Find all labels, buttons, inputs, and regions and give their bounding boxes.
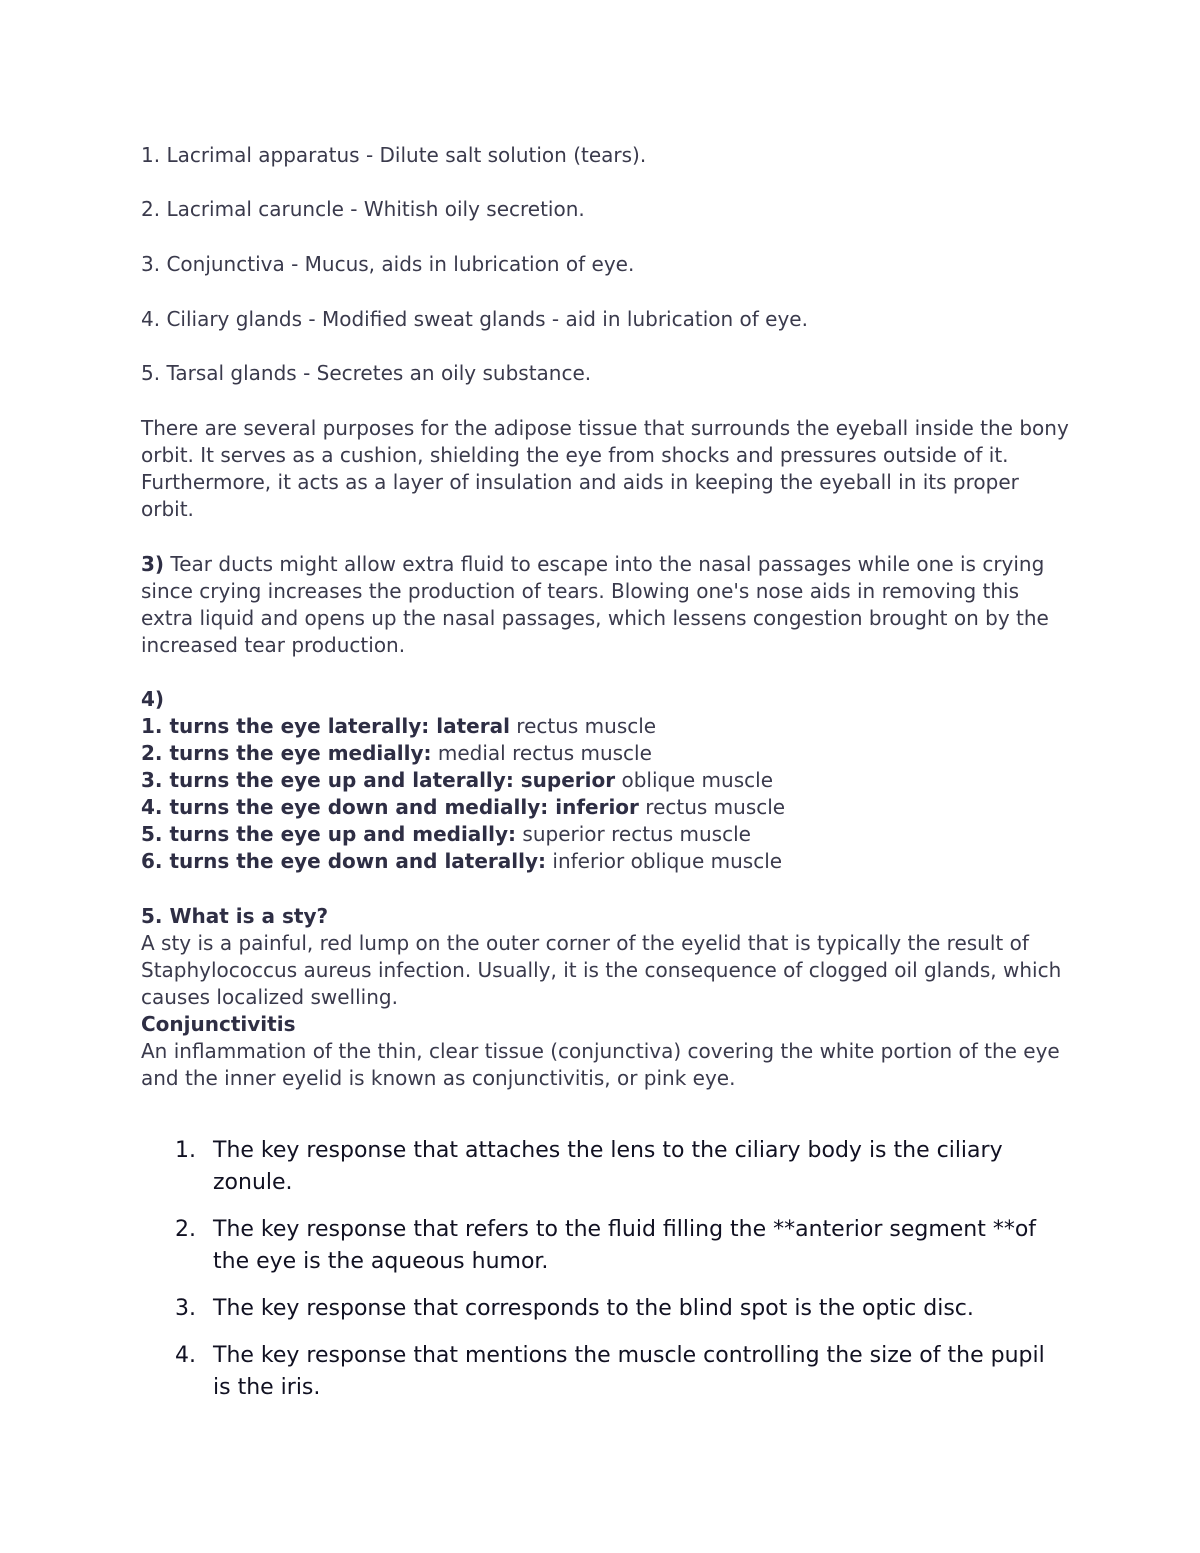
gland-item: 5. Tarsal glands - Secretes an oily substance. — [141, 361, 592, 385]
list-item: 4. The key response that mentions the muscle controlling the size of the pupil is the iris. — [175, 1343, 1045, 1400]
muscle-item: 2. turns the eye medially: medial rectus muscle — [141, 741, 652, 765]
gland-item: 2. Lacrimal caruncle - Whitish oily secretion. — [141, 197, 585, 221]
conjunctivitis-heading: Conjunctivitis — [141, 1012, 296, 1036]
muscle-item: 6. turns the eye down and laterally: inferior oblique muscle — [141, 849, 783, 873]
list-item: 1. The key response that attaches the lens to the ciliary body is the ciliary zonule. — [175, 1138, 1003, 1195]
gland-item: 4. Ciliary glands - Modified sweat glands - aid in lubrication of eye. — [141, 307, 808, 331]
muscle-item: 1. turns the eye laterally: lateral rectus muscle — [141, 714, 657, 738]
sty-heading: 5. What is a sty? — [141, 904, 329, 928]
muscle-item: 5. turns the eye up and medially: superior rectus muscle — [141, 822, 751, 846]
list-item: 2. The key response that refers to the fluid filling the **anterior segment **of the eye is the aqueous humor. — [175, 1217, 1037, 1274]
sty-paragraph: A sty is a painful, red lump on the outer corner of the eyelid that is typically the result of Staphylococcus aureus infection. Usually, it is the consequence of clogged oil glands, which causes localized swelling. — [141, 931, 1062, 1009]
section-3-text: Tear ducts might allow extra fluid to escape into the nasal passages while one is crying since crying increases the production of tears. Blowing one's nose aids in removing this extra liquid and opens up the nasal passages, which lessens congestion brought on by the increased tear production. — [141, 552, 1049, 657]
conjunctivitis-paragraph: An inflammation of the thin, clear tissue (conjunctiva) covering the white portion of the eye and the inner eyelid is known as conjunctivitis, or pink eye. — [141, 1039, 1060, 1090]
gland-item: 1. Lacrimal apparatus - Dilute salt solution (tears). — [141, 143, 647, 167]
list-item: 3. The key response that corresponds to the blind spot is the optic disc. — [175, 1296, 974, 1321]
muscle-item: 4. turns the eye down and medially: inferior rectus muscle — [141, 795, 786, 819]
muscle-item: 3. turns the eye up and laterally: superior oblique muscle — [141, 768, 773, 792]
adipose-paragraph: There are several purposes for the adipose tissue that surrounds the eyeball inside the bony orbit. It serves as a cushion, shielding the eye from shocks and pressures outside of it. Furthermore, it acts as a layer of insulation and aids in keeping the eyeball in its proper orbit. — [141, 416, 1069, 521]
section-3-label: 3) — [141, 552, 165, 576]
section-4-label: 4) — [141, 687, 165, 711]
gland-item: 3. Conjunctiva - Mucus, aids in lubrication of eye. — [141, 252, 635, 276]
section-3-paragraph — [141, 551, 1071, 659]
